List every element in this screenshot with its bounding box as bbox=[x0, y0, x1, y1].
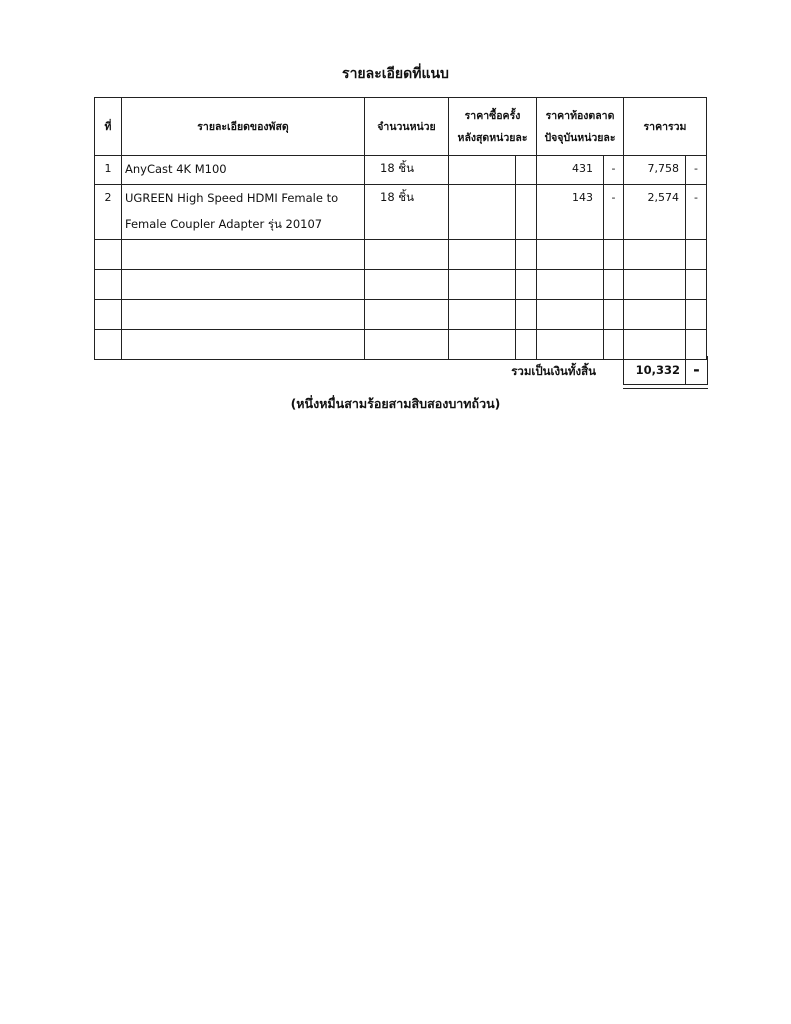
grand-total-label: รวมเป็นเงินทั้งสิ้น bbox=[511, 364, 596, 378]
header-quantity: จำนวนหน่วย bbox=[365, 98, 449, 156]
row-description-line1: AnyCast 4K M100 bbox=[125, 162, 227, 176]
row-total-dec: - bbox=[686, 185, 707, 240]
row-market-price-dec: - bbox=[604, 185, 624, 240]
header-no: ที่ bbox=[95, 98, 122, 156]
double-underline bbox=[623, 388, 708, 389]
row-last-price-dec bbox=[516, 185, 537, 240]
row-no: 2 bbox=[95, 185, 122, 240]
header-last-price-line2: หลังสุดหน่วยละ bbox=[457, 131, 528, 144]
row-description bbox=[122, 185, 365, 240]
row-last-price bbox=[449, 185, 516, 240]
row-market-price: 143 bbox=[537, 185, 604, 240]
header-last-price-line1: ราคาซื้อครั้ง bbox=[464, 109, 521, 122]
row-market-price: 431 bbox=[537, 156, 604, 185]
amount-in-words: (หนึ่งหมื่นสามร้อยสามสิบสองบาทถ้วน) bbox=[290, 396, 501, 411]
row-quantity: 18 ชิ้น bbox=[365, 156, 449, 185]
row-quantity: 18 ชิ้น bbox=[365, 185, 449, 240]
row-market-price-dec: - bbox=[604, 156, 624, 185]
row-last-price bbox=[449, 156, 516, 185]
empty-row bbox=[95, 240, 707, 270]
table-row bbox=[95, 156, 707, 185]
row-no: 1 bbox=[95, 156, 122, 185]
grand-total-value: 10,332 bbox=[624, 356, 686, 384]
grand-total-box bbox=[623, 356, 708, 385]
grand-total-row bbox=[94, 356, 706, 386]
row-description-line2: Female Coupler Adapter รุ่น 20107 bbox=[125, 217, 323, 231]
table-header-row bbox=[95, 98, 707, 156]
row-total-dec: - bbox=[686, 156, 707, 185]
row-description-line1: UGREEN High Speed HDMI Female to bbox=[125, 191, 339, 205]
header-last-price bbox=[449, 98, 537, 156]
row-last-price-dec bbox=[516, 156, 537, 185]
table-row bbox=[95, 185, 707, 240]
empty-row bbox=[95, 330, 707, 360]
header-market-price bbox=[537, 98, 624, 156]
items-table bbox=[94, 97, 707, 360]
grand-total-dec: - bbox=[693, 360, 700, 379]
row-description bbox=[122, 156, 365, 185]
document-title: รายละเอียดที่แนบ bbox=[342, 66, 449, 82]
header-market-price-line1: ราคาท้องตลาด bbox=[545, 109, 615, 122]
empty-row bbox=[95, 300, 707, 330]
header-market-price-line2: ปัจจุบันหน่วยละ bbox=[544, 131, 616, 144]
empty-row bbox=[95, 270, 707, 300]
header-total: ราคารวม bbox=[624, 98, 707, 156]
row-total: 7,758 bbox=[624, 156, 686, 185]
row-total: 2,574 bbox=[624, 185, 686, 240]
header-description: รายละเอียดของพัสดุ bbox=[122, 98, 365, 156]
